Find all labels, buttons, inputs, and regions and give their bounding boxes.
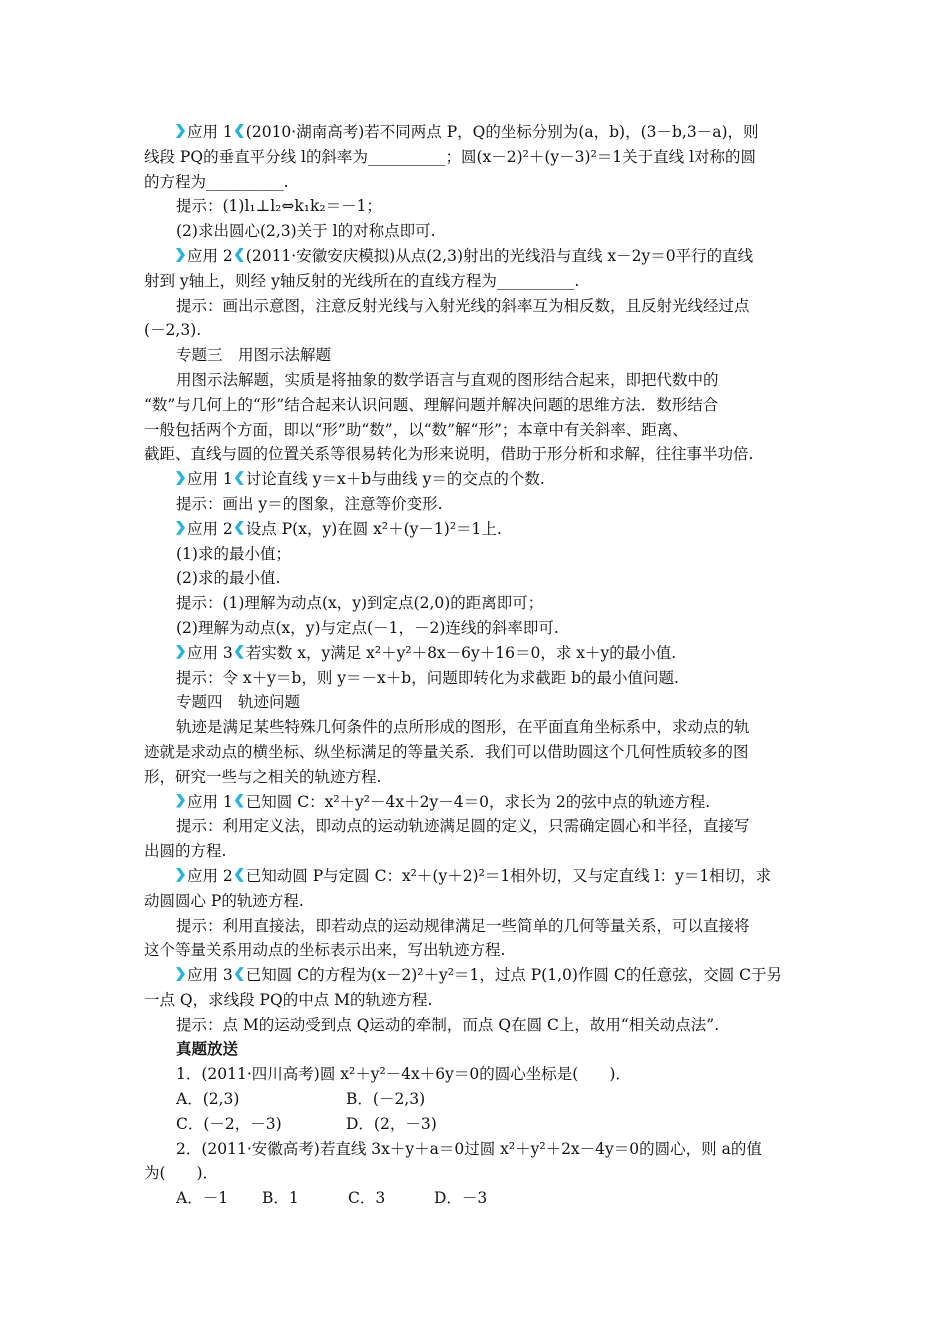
line-text: 的方程为__________.: [144, 172, 289, 191]
marker-right-icon: [235, 521, 244, 535]
line-text: (2)理解为动点(x，y)与定点(－1，－2)连线的斜率即可.: [176, 618, 559, 637]
text-line: [144, 194, 812, 219]
text-line: [144, 418, 812, 443]
line-text: 轨迹是满足某些特殊几何条件的点所形成的图形，在平面直角坐标系中，求动点的轨: [176, 718, 750, 737]
text-line: [144, 864, 812, 889]
line-text: 专题三 用图示法解题: [176, 346, 332, 365]
application-label: 应用 2: [187, 519, 233, 538]
choice-option: D．－3: [434, 1189, 488, 1208]
marker-left-icon: [176, 124, 185, 138]
line-text: (2010·湖南高考)若不同两点 P，Q的坐标分别为(a，b)，(3－b,3－a)，则: [245, 123, 759, 141]
text-line: [144, 740, 812, 765]
text-line: [144, 963, 812, 988]
application-label: 应用 3: [187, 966, 233, 985]
line-text: 出圆的方程.: [144, 842, 227, 861]
choice-option: C．3: [348, 1189, 386, 1208]
line-text: 已知圆 C：x²＋y²－4x＋2y－4＝0，求长为 2的弦中点的轨迹方程.: [245, 792, 711, 811]
marker-right-icon: [235, 967, 244, 981]
text-line: [144, 467, 812, 492]
application-label: 应用 1: [187, 123, 233, 141]
line-text: 提示：点 M的运动受到点 Q运动的牵制，而点 Q在圆 C上，故用“相关动点法”.: [176, 1015, 720, 1034]
marker-left-icon: [176, 645, 185, 659]
text-line: [144, 566, 812, 591]
line-text: 若实数 x，y满足 x²＋y²＋8x－6y＋16＝0，求 x＋y的最小值.: [245, 643, 677, 662]
line-text: 提示：(1)理解为动点(x，y)到定点(2,0)的距离即可；: [176, 594, 544, 613]
line-text: “数”与几何上的“形”结合起来认识问题、理解问题并解决问题的思维方法．数形结合: [144, 395, 719, 414]
choice-option: D．(2，－3): [346, 1114, 437, 1133]
line-text: 提示：画出示意图，注意反射光线与入射光线的斜率互为相反数，且反射光线经过点: [176, 296, 750, 315]
text-line: [144, 1161, 812, 1186]
line-text: 讨论直线 y＝x＋b与曲线 y＝的交点的个数.: [245, 470, 545, 489]
line-text: (2)求的最小值.: [176, 569, 281, 588]
choice-option: A．(2,3): [176, 1090, 240, 1109]
line-text: 2．(2011·安徽高考)若直线 3x＋y＋a＝0过圆 x²＋y²＋2x－4y＝0的圆心，则 a的值: [176, 1139, 762, 1158]
line-text: 截距、直线与圆的位置关系等很易转化为形来说明，借助于形分析和求解，往往事半功倍.: [144, 445, 754, 464]
line-text: 设点 P(x，y)在圆 x²＋(y－1)²＝1上.: [245, 519, 502, 538]
line-text: 线段 PQ的垂直平分线 l的斜率为__________；圆(x－2)²＋(y－3)²＝1关于直线 l对称的圆: [144, 147, 757, 166]
text-line: [144, 1112, 812, 1137]
text-line: [144, 889, 812, 914]
line-text: 提示：利用直接法，即若动点的运动规律满足一些简单的几何等量关系，可以直接将: [176, 916, 750, 935]
text-line: [144, 790, 812, 815]
marker-left-icon: [176, 794, 185, 808]
text-line: [144, 988, 812, 1013]
text-line: [144, 666, 812, 691]
line-text: 1．(2011·四川高考)圆 x²＋y²－4x＋6y＝0的圆心坐标是( )．: [176, 1065, 631, 1084]
text-line: [144, 492, 812, 517]
text-line: [144, 393, 812, 418]
choice-option: A．－1: [176, 1189, 229, 1208]
application-label: 应用 1: [187, 470, 233, 489]
choice-option: B．(－2,3): [346, 1090, 426, 1109]
application-label: 应用 2: [187, 866, 233, 885]
line-text: 一般包括两个方面，即以“形”助“数”，以“数”解“形”；本章中有关斜率、距离、: [144, 420, 688, 439]
choice-option: B．1: [262, 1189, 299, 1208]
line-text: 已知圆 C的方程为(x－2)²＋y²＝1，过点 P(1,0)作圆 C的任意弦，交圆 C于另: [245, 966, 783, 985]
line-text: 提示：(1)l₁⊥l₂⇔k₁k₂＝－1；: [176, 197, 382, 216]
choice-option: C．(－2，－3): [176, 1114, 282, 1133]
marker-right-icon: [235, 868, 244, 882]
line-text: 动圆圆心 P的轨迹方程.: [144, 891, 304, 910]
line-text: 用图示法解题，实质是将抽象的数学语言与直观的图形结合起来，即把代数中的: [176, 370, 719, 389]
text-line: [144, 1186, 812, 1211]
text-line: [144, 294, 812, 319]
text-line: [144, 269, 812, 294]
marker-left-icon: [176, 967, 185, 981]
line-text: 提示：令 x＋y＝b，则 y＝－x＋b，问题即转化为求截距 b的最小值问题.: [176, 668, 679, 687]
line-text: (2)求出圆心(2,3)关于 l的对称点即可.: [176, 222, 436, 241]
text-line: [144, 715, 812, 740]
line-text: 一点 Q，求线段 PQ的中点 M的轨迹方程.: [144, 990, 433, 1009]
text-line: [144, 1062, 812, 1087]
text-line: [144, 517, 812, 542]
text-line: [144, 641, 812, 666]
text-line: [144, 591, 812, 616]
marker-right-icon: [235, 794, 244, 808]
text-line: [144, 765, 812, 790]
section-heading: 真题放送: [176, 1040, 239, 1059]
text-line: [144, 170, 812, 195]
text-line: [144, 120, 812, 145]
text-line: [144, 244, 812, 269]
line-text: 已知动圆 P与定圆 C：x²＋(y＋2)²＝1相外切，又与定直线 l：y＝1相切，求: [245, 866, 772, 885]
text-line: [144, 145, 812, 170]
text-line: [144, 814, 812, 839]
text-line: [144, 219, 812, 244]
line-text: 形，研究一些与之相关的轨迹方程.: [144, 767, 382, 786]
marker-left-icon: [176, 521, 185, 535]
application-label: 应用 2: [187, 246, 233, 265]
line-text: 射到 y轴上，则经 y轴反射的光线所在的直线方程为__________.: [144, 271, 580, 290]
text-line: [144, 368, 812, 393]
line-text: (2011·安徽安庆模拟)从点(2,3)射出的光线沿与直线 x－2y＝0平行的直线: [245, 246, 754, 265]
marker-left-icon: [176, 868, 185, 882]
application-label: 应用 3: [187, 643, 233, 662]
marker-left-icon: [176, 248, 185, 262]
line-text: 提示：利用定义法，即动点的运动轨迹满足圆的定义，只需确定圆心和半径，直接写: [176, 817, 750, 836]
text-line: [144, 1037, 812, 1062]
text-line: [144, 442, 812, 467]
line-text: 这个等量关系用动点的坐标表示出来，写出轨迹方程.: [144, 941, 506, 960]
document-body: [144, 120, 812, 1211]
text-line: [144, 1137, 812, 1162]
text-line: [144, 318, 812, 343]
line-text: (1)求的最小值；: [176, 544, 291, 563]
text-line: [144, 1013, 812, 1038]
marker-right-icon: [235, 248, 244, 262]
line-text: (－2,3).: [144, 321, 202, 340]
line-text: 迹就是求动点的横坐标、纵坐标满足的等量关系．我们可以借助圆这个几何性质较多的图: [144, 742, 749, 761]
marker-right-icon: [235, 124, 244, 138]
text-line: [144, 1087, 812, 1112]
line-text: 为( )．: [144, 1164, 219, 1183]
marker-right-icon: [235, 645, 244, 659]
text-line: [144, 343, 812, 368]
text-line: [144, 616, 812, 641]
line-text: 提示：画出 y＝的图象，注意等价变形.: [176, 494, 443, 513]
marker-right-icon: [235, 471, 244, 485]
text-line: [144, 839, 812, 864]
text-line: [144, 938, 812, 963]
text-line: [144, 542, 812, 567]
marker-left-icon: [176, 471, 185, 485]
text-line: [144, 914, 812, 939]
text-line: [144, 690, 812, 715]
application-label: 应用 1: [187, 792, 233, 811]
line-text: 专题四 轨迹问题: [176, 693, 301, 712]
